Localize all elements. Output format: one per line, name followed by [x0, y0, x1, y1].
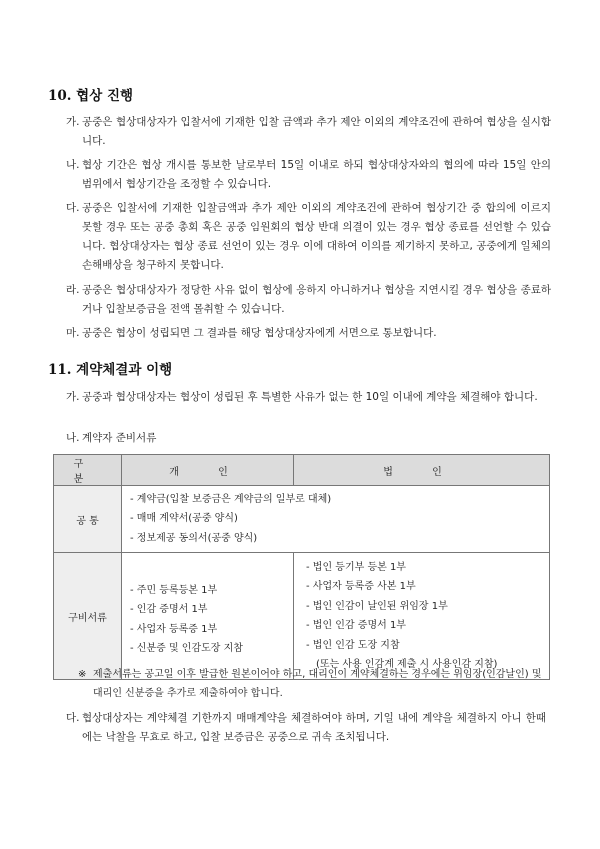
item-text: 계약자 준비서류	[82, 432, 157, 444]
list-item: - 법인 등기부 등본 1부	[306, 561, 406, 573]
item-marker: 나.	[66, 432, 80, 444]
section-10-item-ma	[66, 324, 551, 343]
item-text: 협상 기간은 협상 개시를 통보한 날로부터 15일 이내로 하되 협상대상자와의 협의에 따라 15일 안의 범위에서 협상기간을 조정할 수 있습니다.	[82, 159, 551, 190]
item-marker: 가.	[66, 391, 80, 403]
list-item: - 인감 증명서 1부	[130, 604, 208, 615]
section-11-item-da	[66, 709, 546, 747]
item-marker: 라.	[66, 284, 80, 296]
item-text: 공중은 협상대상자가 입찰서에 기재한 입찰 금액과 추가 제안 이외의 계약조건에 관하여 협상을 실시합니다.	[82, 116, 551, 147]
list-item: - 법인 인감 도장 지참	[306, 639, 400, 651]
corporate-documents-cell	[294, 553, 550, 680]
section-11-item-na	[66, 429, 551, 448]
section-11-item-ga	[66, 388, 551, 407]
item-marker: 나.	[66, 159, 80, 171]
list-item: - 법인 인감이 날인된 위임장 1부	[306, 600, 448, 612]
item-marker: 다.	[66, 202, 80, 214]
section-10-item-ra	[66, 281, 551, 319]
item-text: 공중과 협상대상자는 협상이 성립된 후 특별한 사유가 없는 한 10일 이내에 계약을 체결해야 합니다.	[82, 391, 538, 403]
section-10-item-da	[66, 199, 551, 275]
list-item: - 사업자 등록증 사본 1부	[306, 581, 416, 592]
item-text: 공중은 협상이 성립되면 그 결과를 해당 협상대상자에게 서면으로 통보합니다.	[82, 327, 437, 339]
list-item: - 사업자 등록증 1부	[130, 623, 218, 635]
item-marker: 가.	[66, 116, 80, 128]
list-item: - 주민 등록등본 1부	[130, 584, 218, 596]
table-row-documents	[54, 553, 550, 680]
item-text: 공중은 입찰서에 기재한 입찰금액과 추가 제안 이외의 계약조건에 관하여 협상기간 중 합의에 이르지 못할 경우 또는 공중 총회 혹은 공중 임원회의 협상 반대 의결이 있는 경우 협상 종료를 선언할 수 있습니다. 협상대상자는 협상 종료 선언이 있는 경우 이에 대하여 이의를 제기하지 못하고, 공중에게 일체의 손해배상을 청구하지 못합니다.	[82, 202, 551, 271]
table-row-common	[54, 486, 550, 553]
note-text: 제출서류는 공고일 이후 발급한 원본이어야 하고, 대리인이 계약체결하는 경우에는 위임장(인감날인) 및 대리인 신분증을 추가로 제출하여야 합니다.	[93, 669, 542, 699]
item-marker: 다.	[66, 712, 80, 724]
list-item: - 법인 인감 증명서 1부	[306, 620, 406, 631]
item-text: 공중은 협상대상자가 정당한 사유 없이 협상에 응하지 아니하거나 협상을 지연시킬 경우 협상을 종료하거나 입찰보증금을 전액 몰취할 수 있습니다.	[82, 284, 551, 315]
required-documents-table	[53, 454, 550, 680]
list-item: - 정보제공 동의서(공중 양식)	[130, 532, 258, 544]
list-item: - 계약금(입찰 보증금은 계약금의 일부로 대체)	[130, 493, 332, 505]
header-corporate: 법 인	[294, 455, 550, 486]
header-category: 구 분	[54, 455, 122, 486]
section-10-title: 10. 협상 진행	[48, 88, 134, 104]
individual-documents-cell	[122, 553, 294, 680]
note-marker: ※	[78, 669, 87, 680]
section-10-item-na	[66, 156, 551, 194]
submission-note	[78, 665, 548, 703]
list-item: - 매매 계약서(공중 양식)	[130, 513, 238, 525]
section-11-title: 11. 계약체결과 이행	[48, 362, 173, 378]
item-marker: 마.	[66, 327, 80, 339]
item-text: 협상대상자는 계약체결 기한까지 매매계약을 체결하여야 하며, 기일 내에 계약을 체결하지 아니 한때에는 낙찰을 무효로 하고, 입찰 보증금은 공중으로 귀속 조치됩니다.	[82, 712, 546, 743]
header-individual: 개 인	[122, 455, 294, 486]
docs-label: 구비서류	[54, 553, 122, 680]
section-10-item-ga	[66, 113, 551, 151]
list-item: - 신분증 및 인감도장 지참	[130, 643, 243, 654]
list-item: (또는 사용 인감계 제출 시 사용인감 지참)	[316, 659, 498, 670]
common-label: 공 통	[54, 486, 122, 553]
common-documents-cell	[122, 486, 550, 553]
table-header-row	[54, 455, 550, 486]
